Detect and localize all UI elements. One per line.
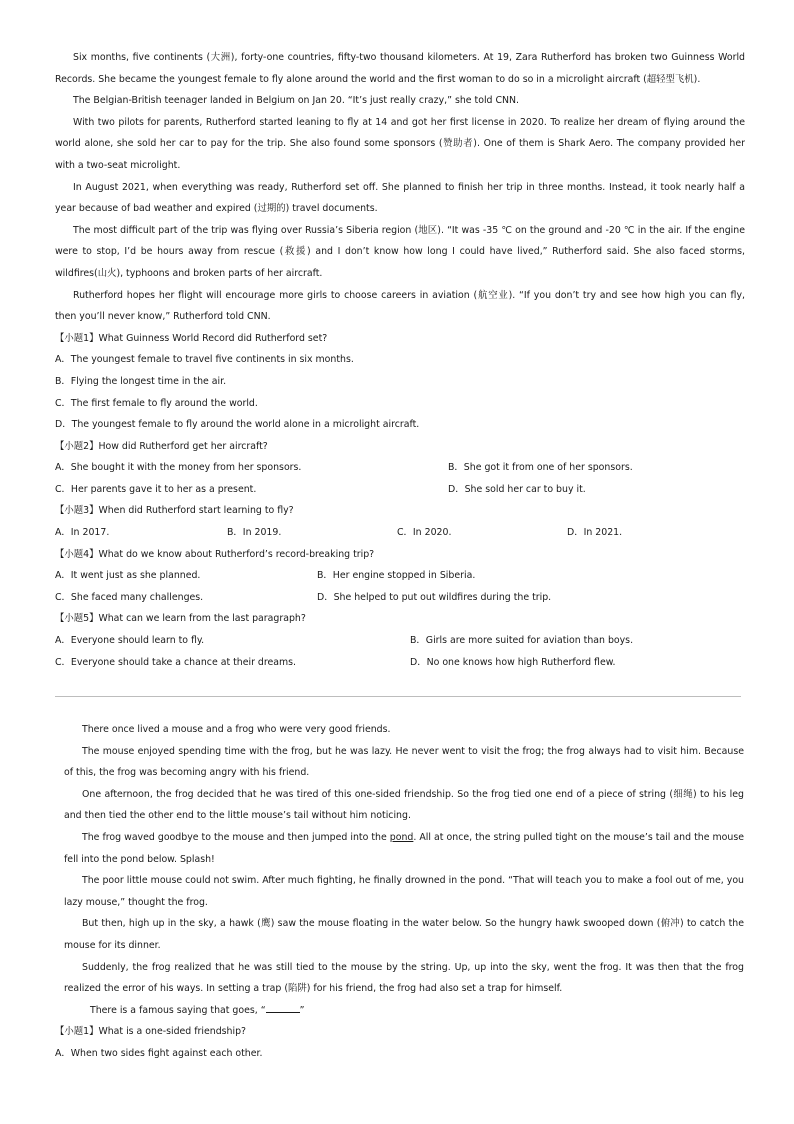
option-a: A．When two sides fight against each other.	[55, 1047, 263, 1059]
option-a: A．It went just as she planned.	[55, 570, 201, 582]
paragraph: The poor little mouse could not swim. After much fighting, he finally drowned in the pond. “That will teach you to make a fool out of me, you lazy mouse,” thought the frog.	[64, 875, 744, 908]
option-c: C．Everyone should take a chance at their dreams.	[55, 656, 297, 668]
passage-2	[64, 719, 744, 1021]
paragraph: The Belgian-British teenager landed in Belgium on Jan 20. “It’s just really crazy,” she told CNN.	[73, 95, 520, 107]
paragraph: Six months, five continents (大洲), forty-one countries, fifty-two thousand kilometers. At 19, Zara Rutherford has broken two Guinness World Records. She became the youngest female to fly alone around the world and the first woman to do so in a microlight aircraft (超轻型飞机).	[55, 52, 745, 85]
paragraph-text: The frog waved goodbye to the mouse and then jumped into the	[82, 831, 390, 843]
saying-text: There is a famous saying that goes, “	[90, 1004, 266, 1016]
option-row	[55, 457, 745, 479]
paragraph-text: . All at once, the string pulled tight on the mouse’s tail and the mouse fell into the pond below. Splash!	[64, 831, 744, 865]
option-row	[55, 652, 745, 674]
paragraph: There once lived a mouse and a frog who were very good friends.	[82, 724, 391, 735]
answer-blank	[266, 1002, 300, 1013]
question-stem: 【小题1】What Guinness World Record did Rutherford set?	[55, 332, 328, 344]
option-b: B．She got it from one of her sponsors.	[448, 462, 633, 474]
paragraph	[64, 827, 744, 870]
option-a: A．She bought it with the money from her sponsors.	[55, 462, 302, 474]
option-b: B．Her engine stopped in Siberia.	[317, 570, 476, 582]
option-b: B．Girls are more suited for aviation than boys.	[410, 635, 634, 647]
paragraph: With two pilots for parents, Rutherford started leaning to fly at 14 and got her first license in 2020. To realize her dream of flying around the world alone, she sold her car to pay for the trip. She also found some sponsors (赞助者). One of them is Shark Aero. The company provided her with a two-seat microlight.	[55, 116, 745, 171]
question-stem: 【小题1】What is a one-sided friendship?	[55, 1026, 247, 1037]
option-d: D．No one knows how high Rutherford flew.	[410, 656, 616, 668]
option-c: C．She faced many challenges.	[55, 591, 204, 603]
option-d: D．The youngest female to fly around the world alone in a microlight aircraft.	[55, 419, 420, 431]
question-stem: 【小题2】How did Rutherford get her aircraft?	[55, 440, 268, 452]
option-row	[55, 587, 745, 609]
option-c: C．The first female to fly around the world.	[55, 397, 258, 409]
option-d: D．She helped to put out wildfires during the trip.	[317, 591, 552, 603]
option-a: A．In 2017.	[55, 527, 110, 539]
option-d: D．In 2021.	[567, 527, 623, 539]
option-c: C．In 2020.	[397, 527, 452, 539]
option-d: D．She sold her car to buy it.	[448, 483, 586, 495]
option-b: B．Flying the longest time in the air.	[55, 375, 227, 387]
option-c: C．Her parents gave it to her as a present.	[55, 483, 257, 495]
paragraph: In August 2021, when everything was ready, Rutherford set off. She planned to finish her trip in three months. Instead, it took nearly half a year because of bad weather and expired (过期的) travel documents.	[55, 181, 745, 215]
paragraph: One afternoon, the frog decided that he was tired of this one-sided friendship. So the frog tied one end of a piece of string (细绳) to his leg and then tied the other end to the little mouse’s tail without him noticing.	[64, 788, 744, 822]
option-row	[55, 479, 745, 501]
option-row	[55, 565, 745, 587]
saying-close-quote: ”	[299, 1004, 305, 1016]
question-stem: 【小题3】When did Rutherford start learning to fly?	[55, 505, 294, 517]
famous-saying	[90, 1000, 744, 1022]
section-divider	[55, 696, 741, 697]
option-a: A．Everyone should learn to fly.	[55, 635, 205, 647]
question-stem: 【小题5】What can we learn from the last paragraph?	[55, 613, 306, 625]
option-row	[55, 630, 745, 652]
passage-1	[55, 47, 745, 673]
paragraph: The most difficult part of the trip was flying over Russia’s Siberia region (地区). “It was -35 ℃ on the ground and -20 ℃ in the air. If the engine were to stop, I’d be hours away from rescue (救援) and I don’t know how long I could have lived,” Rutherford said. She also faced storms, wildfires(山火), typhoons and broken parts of her aircraft.	[55, 224, 745, 279]
option-a: A．The youngest female to travel five continents in six months.	[55, 354, 354, 366]
paragraph: Rutherford hopes her flight will encourage more girls to choose careers in aviation (航空业). “If you don’t try and see how high you can fly, then you’ll never know,” Rutherford told CNN.	[55, 289, 745, 323]
paragraph: Suddenly, the frog realized that he was still tied to the mouse by the string. Up, up into the sky, went the frog. It was then that the frog realized the error of his ways. In setting a trap (陷阱) for his friend, the frog had also set a trap for himself.	[64, 961, 744, 995]
option-b: B．In 2019.	[227, 527, 282, 539]
option-row	[55, 522, 745, 544]
underlined-word: pond	[389, 831, 414, 843]
paragraph: But then, high up in the sky, a hawk (鹰) saw the mouse floating in the water below. So the hungry hawk swooped down (俯冲) to catch the mouse for its dinner.	[64, 918, 744, 951]
paragraph: The mouse enjoyed spending time with the frog, but he was lazy. He never went to visit the frog; the frog always had to visit him. Because of this, the frog was becoming angry with his friend.	[64, 745, 744, 779]
question-stem: 【小题4】What do we know about Rutherford’s record-breaking trip?	[55, 548, 375, 560]
passage-2-questions	[55, 1021, 745, 1064]
